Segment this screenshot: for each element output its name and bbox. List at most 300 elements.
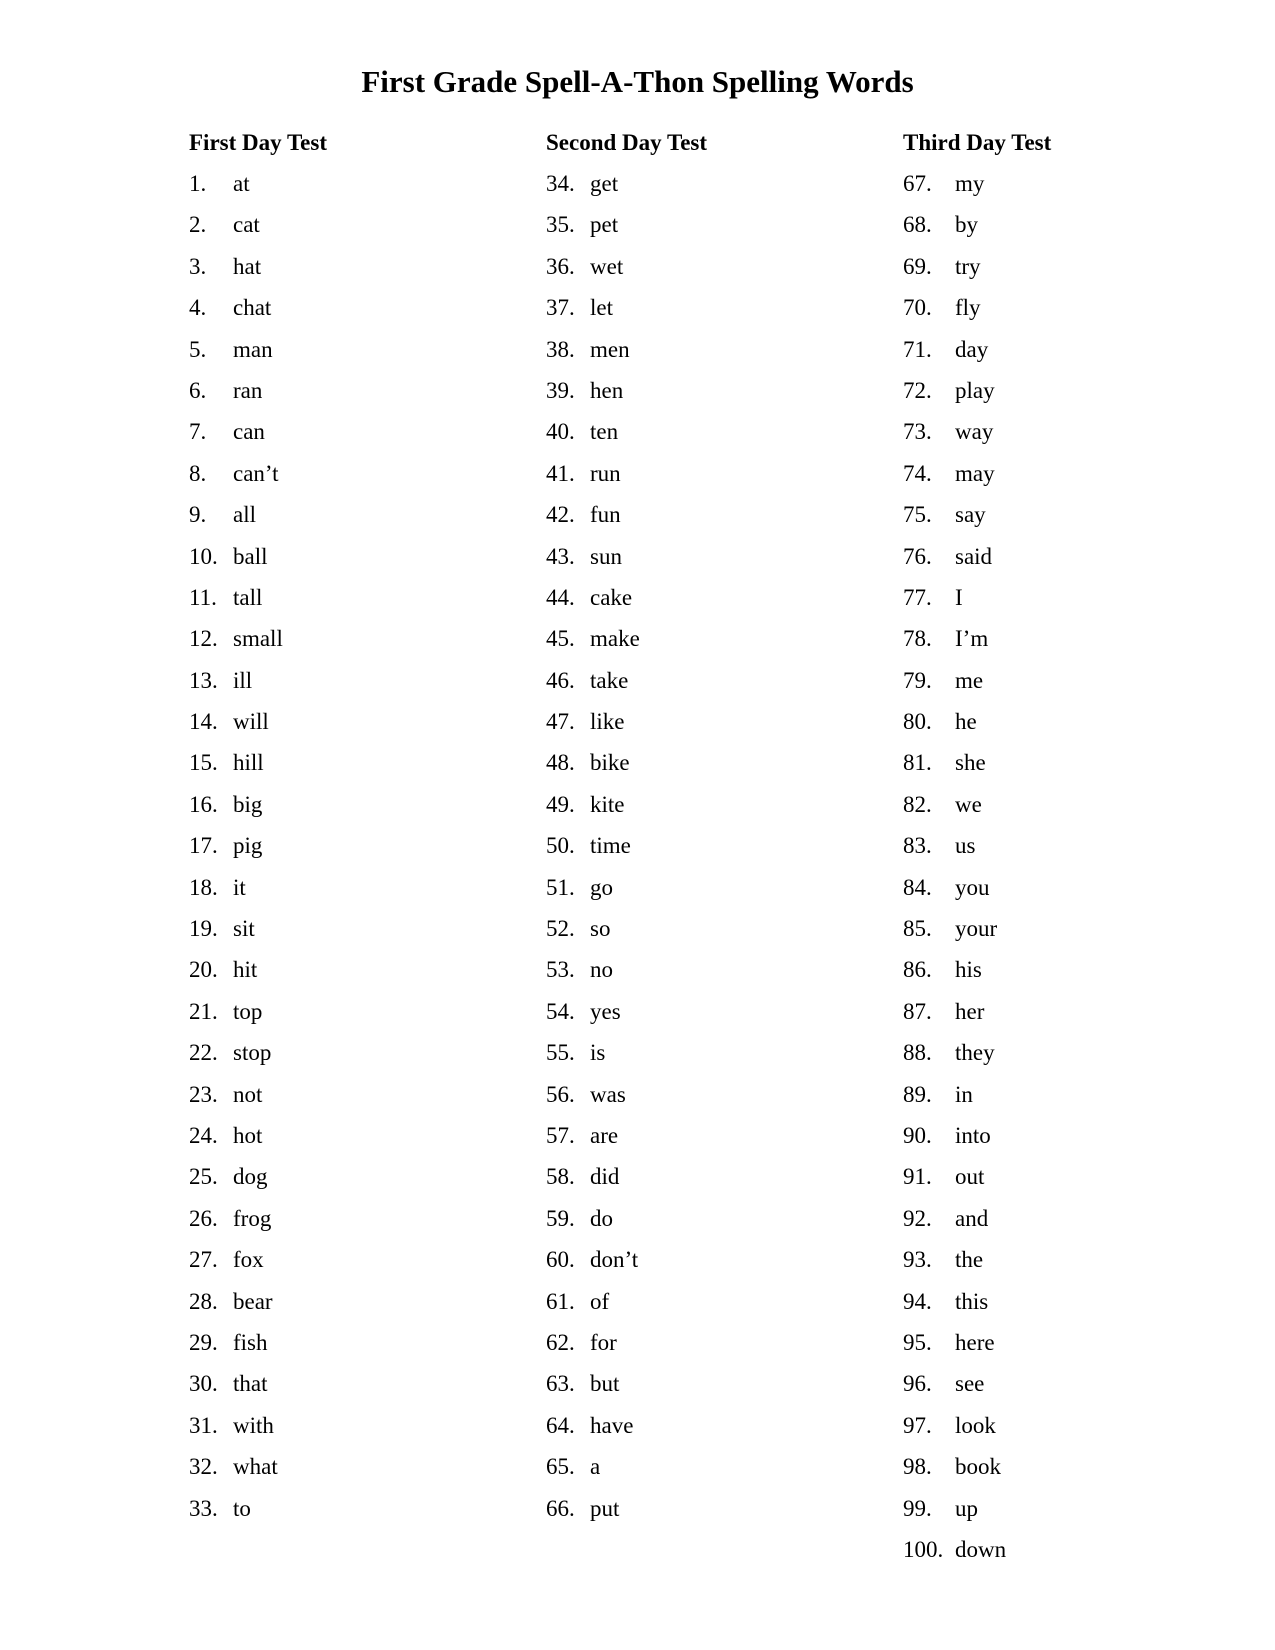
word-number: 57. xyxy=(546,1122,575,1148)
word-text: with xyxy=(233,1412,274,1438)
word-item xyxy=(189,335,519,376)
word-number: 29. xyxy=(189,1329,218,1355)
word-number: 77. xyxy=(903,584,932,610)
word-number: 84. xyxy=(903,874,932,900)
word-text: of xyxy=(590,1288,610,1314)
word-text: fly xyxy=(955,295,981,321)
word-number: 22. xyxy=(189,1040,218,1066)
word-item xyxy=(903,997,1233,1038)
word-number: 43. xyxy=(546,543,575,569)
word-number: 30. xyxy=(189,1371,218,1397)
word-number: 18. xyxy=(189,874,218,900)
word-item xyxy=(903,831,1233,872)
word-item xyxy=(546,1494,876,1535)
word-number: 13. xyxy=(189,667,218,693)
word-number: 88. xyxy=(903,1040,932,1066)
word-text: ill xyxy=(233,667,253,693)
word-number: 71. xyxy=(903,336,932,362)
word-text: was xyxy=(590,1081,626,1107)
word-item xyxy=(189,1162,519,1203)
word-text: hot xyxy=(233,1122,263,1148)
word-number: 49. xyxy=(546,791,575,817)
word-item xyxy=(903,1494,1233,1535)
word-text: fox xyxy=(233,1247,264,1273)
word-text: are xyxy=(590,1122,619,1148)
word-item xyxy=(903,1535,1233,1576)
word-number: 32. xyxy=(189,1454,218,1480)
word-text: try xyxy=(955,253,981,279)
word-number: 35. xyxy=(546,212,575,238)
word-text: that xyxy=(233,1371,268,1397)
word-item xyxy=(189,1411,519,1452)
word-item xyxy=(189,1245,519,1286)
word-number: 42. xyxy=(546,502,575,528)
word-item xyxy=(189,1204,519,1245)
word-text: tall xyxy=(233,584,263,610)
word-text: sit xyxy=(233,916,255,942)
word-number: 62. xyxy=(546,1329,575,1355)
word-item xyxy=(189,666,519,707)
word-item xyxy=(189,790,519,831)
word-number: 75. xyxy=(903,502,932,528)
word-item xyxy=(903,1287,1233,1328)
word-text: may xyxy=(955,460,995,486)
word-text: cat xyxy=(233,212,260,238)
word-text: ran xyxy=(233,377,263,403)
word-text: put xyxy=(590,1495,620,1521)
word-number: 10. xyxy=(189,543,218,569)
word-item xyxy=(903,169,1233,210)
word-item xyxy=(189,1038,519,1079)
word-item xyxy=(546,1245,876,1286)
word-text: see xyxy=(955,1371,985,1397)
word-number: 19. xyxy=(189,916,218,942)
word-number: 56. xyxy=(546,1081,575,1107)
word-number: 95. xyxy=(903,1329,932,1355)
word-text: his xyxy=(955,957,982,983)
word-item xyxy=(903,542,1233,583)
word-number: 2. xyxy=(189,212,207,238)
word-text: make xyxy=(590,626,640,652)
word-text: us xyxy=(955,833,976,859)
word-number: 6. xyxy=(189,377,207,403)
word-item xyxy=(546,293,876,334)
word-text: man xyxy=(233,336,273,362)
word-text: kite xyxy=(590,791,625,817)
word-item xyxy=(546,1287,876,1328)
word-number: 40. xyxy=(546,419,575,445)
word-item xyxy=(546,707,876,748)
word-text: small xyxy=(233,626,283,652)
word-item xyxy=(189,873,519,914)
word-item xyxy=(903,376,1233,417)
word-number: 93. xyxy=(903,1247,932,1273)
word-text: my xyxy=(955,171,985,196)
word-text: can’t xyxy=(233,460,279,486)
third-day-test-column xyxy=(903,128,1233,1576)
word-item xyxy=(903,293,1233,334)
word-number: 41. xyxy=(546,460,575,486)
word-number: 89. xyxy=(903,1081,932,1107)
word-number: 70. xyxy=(903,295,932,321)
word-item xyxy=(903,459,1233,500)
word-text: let xyxy=(590,295,613,321)
word-number: 53. xyxy=(546,957,575,983)
word-item xyxy=(189,293,519,334)
word-text: have xyxy=(590,1412,634,1438)
word-text: way xyxy=(955,419,994,445)
word-number: 15. xyxy=(189,750,218,776)
word-item xyxy=(546,376,876,417)
word-number: 4. xyxy=(189,295,207,321)
word-number: 86. xyxy=(903,957,932,983)
word-number: 92. xyxy=(903,1205,932,1231)
word-text: to xyxy=(233,1495,251,1521)
word-text: did xyxy=(590,1164,620,1190)
word-item xyxy=(546,748,876,789)
word-text: you xyxy=(955,874,990,900)
word-number: 67. xyxy=(903,171,932,196)
word-number: 11. xyxy=(189,584,217,610)
word-number: 27. xyxy=(189,1247,218,1273)
word-text: her xyxy=(955,998,985,1024)
word-item xyxy=(546,417,876,458)
word-text: I’m xyxy=(955,626,989,652)
word-item xyxy=(189,997,519,1038)
word-text: they xyxy=(955,1040,995,1066)
word-text: not xyxy=(233,1081,263,1107)
first-day-test-column xyxy=(189,128,519,1535)
word-text: run xyxy=(590,460,621,486)
word-number: 3. xyxy=(189,253,207,279)
word-item xyxy=(189,169,519,210)
word-text: book xyxy=(955,1454,1001,1480)
word-item xyxy=(189,1452,519,1493)
word-text: at xyxy=(233,171,250,196)
word-item xyxy=(189,831,519,872)
word-item xyxy=(189,252,519,293)
word-item xyxy=(546,542,876,583)
word-item xyxy=(903,1328,1233,1369)
word-text: the xyxy=(955,1247,984,1273)
word-number: 78. xyxy=(903,626,932,652)
word-item xyxy=(903,1121,1233,1162)
word-text: hat xyxy=(233,253,262,279)
word-number: 54. xyxy=(546,998,575,1024)
word-number: 66. xyxy=(546,1495,575,1521)
word-text: wet xyxy=(590,253,624,279)
word-item xyxy=(903,955,1233,996)
word-number: 1. xyxy=(189,171,207,196)
word-item xyxy=(546,1204,876,1245)
word-item xyxy=(189,376,519,417)
word-item xyxy=(903,252,1233,293)
word-number: 96. xyxy=(903,1371,932,1397)
word-number: 31. xyxy=(189,1412,218,1438)
word-number: 97. xyxy=(903,1412,932,1438)
word-number: 23. xyxy=(189,1081,218,1107)
word-text: ten xyxy=(590,419,619,445)
word-text: yes xyxy=(590,998,621,1024)
word-text: fish xyxy=(233,1329,268,1355)
word-item xyxy=(546,1038,876,1079)
word-number: 55. xyxy=(546,1040,575,1066)
word-text: fun xyxy=(590,502,621,528)
word-item xyxy=(546,583,876,624)
word-item xyxy=(189,1494,519,1535)
word-item xyxy=(189,500,519,541)
word-number: 37. xyxy=(546,295,575,321)
word-item xyxy=(903,1369,1233,1410)
word-item xyxy=(189,1328,519,1369)
word-item xyxy=(189,583,519,624)
word-number: 58. xyxy=(546,1164,575,1190)
word-text: your xyxy=(955,916,998,942)
word-number: 68. xyxy=(903,212,932,238)
word-text: day xyxy=(955,336,989,362)
word-text: down xyxy=(955,1536,1007,1562)
word-text: so xyxy=(590,916,611,942)
word-number: 85. xyxy=(903,916,932,942)
word-text: said xyxy=(955,543,993,569)
word-number: 14. xyxy=(189,709,218,735)
word-number: 34. xyxy=(546,171,575,196)
word-item xyxy=(903,624,1233,665)
word-text: it xyxy=(233,874,246,900)
word-item xyxy=(546,666,876,707)
word-item xyxy=(189,1080,519,1121)
word-text: bear xyxy=(233,1288,273,1314)
word-text: hit xyxy=(233,957,258,983)
word-text: he xyxy=(955,709,977,735)
word-item xyxy=(903,417,1233,458)
word-text: take xyxy=(590,667,629,693)
word-item xyxy=(189,1121,519,1162)
word-item xyxy=(903,914,1233,955)
column-heading: First Day Test xyxy=(189,130,327,155)
word-item xyxy=(903,873,1233,914)
word-item xyxy=(546,624,876,665)
word-number: 28. xyxy=(189,1288,218,1314)
word-number: 16. xyxy=(189,791,218,817)
word-text: hill xyxy=(233,750,264,776)
word-number: 12. xyxy=(189,626,218,652)
word-item xyxy=(546,459,876,500)
word-text: pig xyxy=(233,833,263,859)
word-number: 76. xyxy=(903,543,932,569)
word-text: sun xyxy=(590,543,622,569)
word-item xyxy=(546,252,876,293)
word-text: all xyxy=(233,502,256,528)
word-number: 59. xyxy=(546,1205,575,1231)
word-item xyxy=(189,417,519,458)
word-number: 50. xyxy=(546,833,575,859)
word-number: 44. xyxy=(546,584,575,610)
word-number: 81. xyxy=(903,750,932,776)
word-number: 45. xyxy=(546,626,575,652)
word-text: chat xyxy=(233,295,272,321)
word-number: 21. xyxy=(189,998,218,1024)
word-number: 38. xyxy=(546,336,575,362)
word-text: go xyxy=(590,874,613,900)
word-text: ball xyxy=(233,543,268,569)
word-item xyxy=(903,583,1233,624)
word-item xyxy=(546,955,876,996)
word-number: 83. xyxy=(903,833,932,859)
word-text: and xyxy=(955,1205,989,1231)
word-text: play xyxy=(955,377,995,403)
word-text: no xyxy=(590,957,613,983)
word-item xyxy=(546,1162,876,1203)
word-number: 52. xyxy=(546,916,575,942)
word-item xyxy=(546,1452,876,1493)
word-item xyxy=(546,914,876,955)
word-text: by xyxy=(955,212,978,238)
word-item xyxy=(546,335,876,376)
word-number: 80. xyxy=(903,709,932,735)
word-item xyxy=(546,831,876,872)
word-item xyxy=(903,790,1233,831)
word-item xyxy=(546,169,876,210)
word-number: 64. xyxy=(546,1412,575,1438)
word-text: big xyxy=(233,791,263,817)
word-number: 47. xyxy=(546,709,575,735)
word-item xyxy=(546,1121,876,1162)
word-item xyxy=(903,1411,1233,1452)
word-item xyxy=(189,914,519,955)
word-number: 82. xyxy=(903,791,932,817)
word-list xyxy=(903,169,1233,1576)
word-item xyxy=(903,1245,1233,1286)
word-text: me xyxy=(955,667,984,693)
word-text: here xyxy=(955,1329,995,1355)
word-item xyxy=(546,997,876,1038)
word-item xyxy=(903,1080,1233,1121)
word-number: 46. xyxy=(546,667,575,693)
word-text: up xyxy=(955,1495,978,1521)
word-number: 87. xyxy=(903,998,932,1024)
page-title: First Grade Spell-A-Thon Spelling Words xyxy=(361,64,914,99)
word-number: 72. xyxy=(903,377,932,403)
word-number: 51. xyxy=(546,874,575,900)
word-item xyxy=(546,1369,876,1410)
column-heading: Third Day Test xyxy=(903,130,1052,155)
word-item xyxy=(903,1452,1233,1493)
word-number: 60. xyxy=(546,1247,575,1273)
word-number: 79. xyxy=(903,667,932,693)
word-item xyxy=(189,542,519,583)
word-item xyxy=(546,873,876,914)
word-item xyxy=(546,1080,876,1121)
word-item xyxy=(189,1369,519,1410)
word-number: 63. xyxy=(546,1371,575,1397)
word-item xyxy=(903,1204,1233,1245)
word-number: 8. xyxy=(189,460,207,486)
word-item xyxy=(189,707,519,748)
word-text: hen xyxy=(590,377,624,403)
word-text: in xyxy=(955,1081,973,1107)
word-item xyxy=(903,210,1233,251)
word-item xyxy=(903,335,1233,376)
word-text: don’t xyxy=(590,1247,639,1273)
word-text: cake xyxy=(590,584,633,610)
word-text: men xyxy=(590,336,630,362)
word-item xyxy=(903,1162,1233,1203)
word-text: get xyxy=(590,171,619,196)
word-number: 7. xyxy=(189,419,207,445)
word-text: frog xyxy=(233,1205,272,1231)
word-item xyxy=(189,955,519,996)
word-number: 61. xyxy=(546,1288,575,1314)
word-text: bike xyxy=(590,750,630,776)
word-text: a xyxy=(590,1454,601,1480)
word-number: 39. xyxy=(546,377,575,403)
word-number: 25. xyxy=(189,1164,218,1190)
word-item xyxy=(546,500,876,541)
word-item xyxy=(189,459,519,500)
word-item xyxy=(903,707,1233,748)
word-item xyxy=(546,1411,876,1452)
word-number: 91. xyxy=(903,1164,932,1190)
word-text: time xyxy=(590,833,631,859)
word-number: 74. xyxy=(903,460,932,486)
word-number: 99. xyxy=(903,1495,932,1521)
word-number: 48. xyxy=(546,750,575,776)
second-day-test-column xyxy=(546,128,876,1535)
word-text: I xyxy=(955,584,963,610)
word-item xyxy=(546,790,876,831)
word-number: 26. xyxy=(189,1205,218,1231)
word-text: this xyxy=(955,1288,989,1314)
word-number: 5. xyxy=(189,336,207,362)
word-text: stop xyxy=(233,1040,272,1066)
word-text: dog xyxy=(233,1164,268,1190)
word-item xyxy=(903,500,1233,541)
word-list xyxy=(546,169,876,1535)
word-text: can xyxy=(233,419,265,445)
word-item xyxy=(189,624,519,665)
word-number: 20. xyxy=(189,957,218,983)
word-number: 65. xyxy=(546,1454,575,1480)
word-item xyxy=(546,210,876,251)
word-number: 9. xyxy=(189,502,207,528)
word-number: 94. xyxy=(903,1288,932,1314)
word-text: do xyxy=(590,1205,613,1231)
word-item xyxy=(903,666,1233,707)
word-text: but xyxy=(590,1371,620,1397)
word-text: top xyxy=(233,998,263,1024)
word-text: like xyxy=(590,709,625,735)
word-number: 69. xyxy=(903,253,932,279)
word-list xyxy=(189,169,519,1535)
word-item xyxy=(189,748,519,789)
word-number: 100. xyxy=(903,1536,944,1562)
word-text: out xyxy=(955,1164,985,1190)
word-number: 98. xyxy=(903,1454,932,1480)
word-number: 73. xyxy=(903,419,932,445)
word-number: 36. xyxy=(546,253,575,279)
word-number: 24. xyxy=(189,1122,218,1148)
word-text: look xyxy=(955,1412,996,1438)
word-number: 17. xyxy=(189,833,218,859)
word-text: we xyxy=(955,791,982,817)
word-item xyxy=(903,748,1233,789)
word-text: will xyxy=(233,709,269,735)
word-text: she xyxy=(955,750,986,776)
word-text: pet xyxy=(590,212,619,238)
word-text: is xyxy=(590,1040,606,1066)
word-item xyxy=(546,1328,876,1369)
